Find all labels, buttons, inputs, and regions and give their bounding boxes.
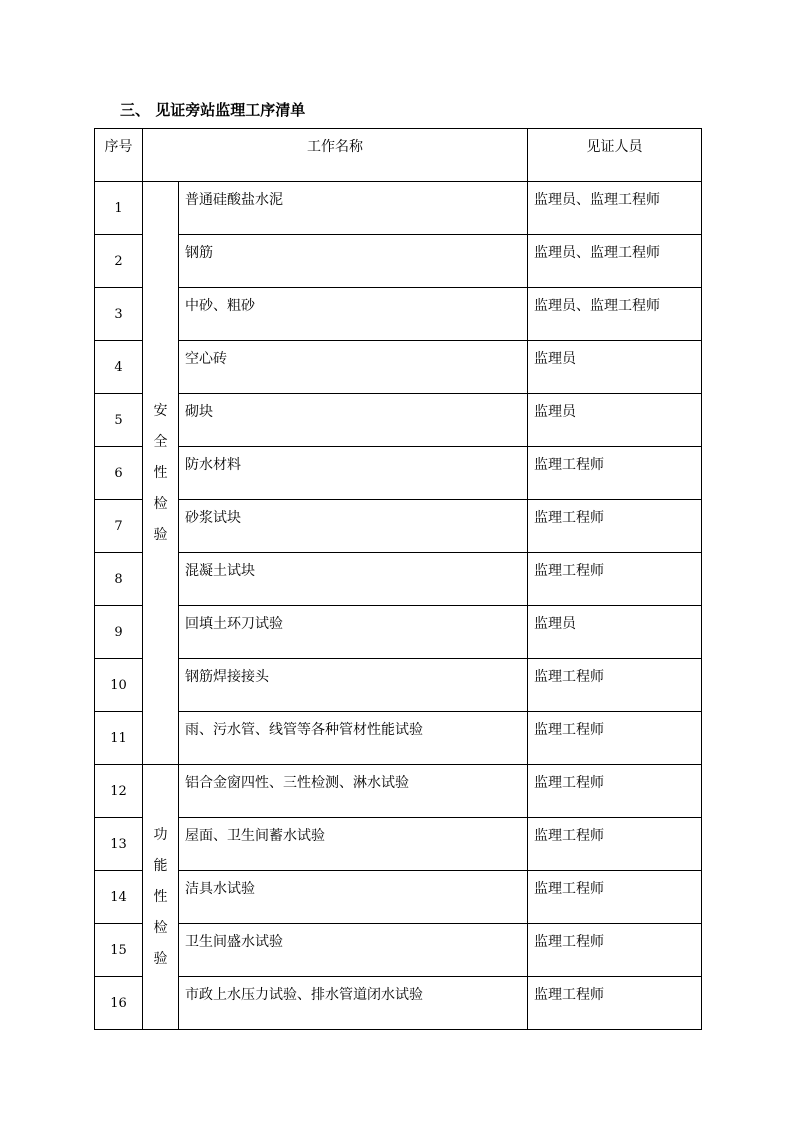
work-name: 回填土环刀试验 [179,606,528,659]
table-row [95,871,702,924]
table-row [95,288,702,341]
witness-personnel: 监理员、监理工程师 [528,182,702,235]
witness-personnel: 监理员 [528,341,702,394]
witness-personnel: 监理员、监理工程师 [528,288,702,341]
category-char: 性 [153,888,168,905]
witness-personnel: 监理工程师 [528,500,702,553]
row-number: 15 [95,924,143,977]
category-char: 检 [153,919,168,936]
row-number: 3 [95,288,143,341]
work-name: 洁具水试验 [179,871,528,924]
table-row [95,977,702,1030]
table-row [95,712,702,765]
row-number: 7 [95,500,143,553]
row-number: 1 [95,182,143,235]
table-header-row [95,129,702,182]
table-row [95,818,702,871]
row-number: 13 [95,818,143,871]
category-cell [143,765,179,1030]
row-number: 6 [95,447,143,500]
work-name: 空心砖 [179,341,528,394]
category-char: 功 [153,826,168,843]
col-header-witness: 见证人员 [528,129,702,182]
table-row [95,394,702,447]
category-char: 安 [153,402,168,419]
row-number: 11 [95,712,143,765]
work-name: 防水材料 [179,447,528,500]
category-char: 性 [153,464,168,481]
witness-personnel: 监理工程师 [528,924,702,977]
work-name: 市政上水压力试验、排水管道闭水试验 [179,977,528,1030]
work-name: 铝合金窗四性、三性检测、淋水试验 [179,765,528,818]
row-number: 5 [95,394,143,447]
table-row [95,659,702,712]
row-number: 2 [95,235,143,288]
witness-personnel: 监理工程师 [528,977,702,1030]
category-char: 全 [153,433,168,450]
witness-process-table [94,128,702,1030]
row-number: 9 [95,606,143,659]
row-number: 14 [95,871,143,924]
table-row [95,606,702,659]
row-number: 8 [95,553,143,606]
category-cell [143,182,179,765]
table-row [95,924,702,977]
work-name: 砂浆试块 [179,500,528,553]
work-name: 卫生间盛水试验 [179,924,528,977]
work-name: 普通硅酸盐水泥 [179,182,528,235]
witness-personnel: 监理工程师 [528,447,702,500]
row-number: 10 [95,659,143,712]
work-name: 钢筋焊接接头 [179,659,528,712]
table-row [95,500,702,553]
table-row [95,341,702,394]
witness-personnel: 监理工程师 [528,712,702,765]
work-name: 屋面、卫生间蓄水试验 [179,818,528,871]
table-row [95,447,702,500]
witness-personnel: 监理员 [528,606,702,659]
witness-personnel: 监理员、监理工程师 [528,235,702,288]
witness-personnel: 监理工程师 [528,659,702,712]
work-name: 混凝土试块 [179,553,528,606]
table-row [95,235,702,288]
col-header-no: 序号 [95,129,143,182]
table-row [95,553,702,606]
row-number: 4 [95,341,143,394]
category-char: 能 [153,857,168,874]
section-heading: 三、 见证旁站监理工序清单 [120,101,306,119]
witness-personnel: 监理工程师 [528,553,702,606]
category-char: 验 [153,526,168,543]
row-number: 12 [95,765,143,818]
table-row [95,765,702,818]
witness-personnel: 监理工程师 [528,871,702,924]
witness-personnel: 监理工程师 [528,765,702,818]
row-number: 16 [95,977,143,1030]
work-name: 中砂、粗砂 [179,288,528,341]
witness-personnel: 监理员 [528,394,702,447]
witness-personnel: 监理工程师 [528,818,702,871]
category-char: 验 [153,950,168,967]
col-header-name: 工作名称 [143,129,528,182]
work-name: 雨、污水管、线管等各种管材性能试验 [179,712,528,765]
category-char: 检 [153,495,168,512]
table-row [95,182,702,235]
work-name: 砌块 [179,394,528,447]
work-name: 钢筋 [179,235,528,288]
